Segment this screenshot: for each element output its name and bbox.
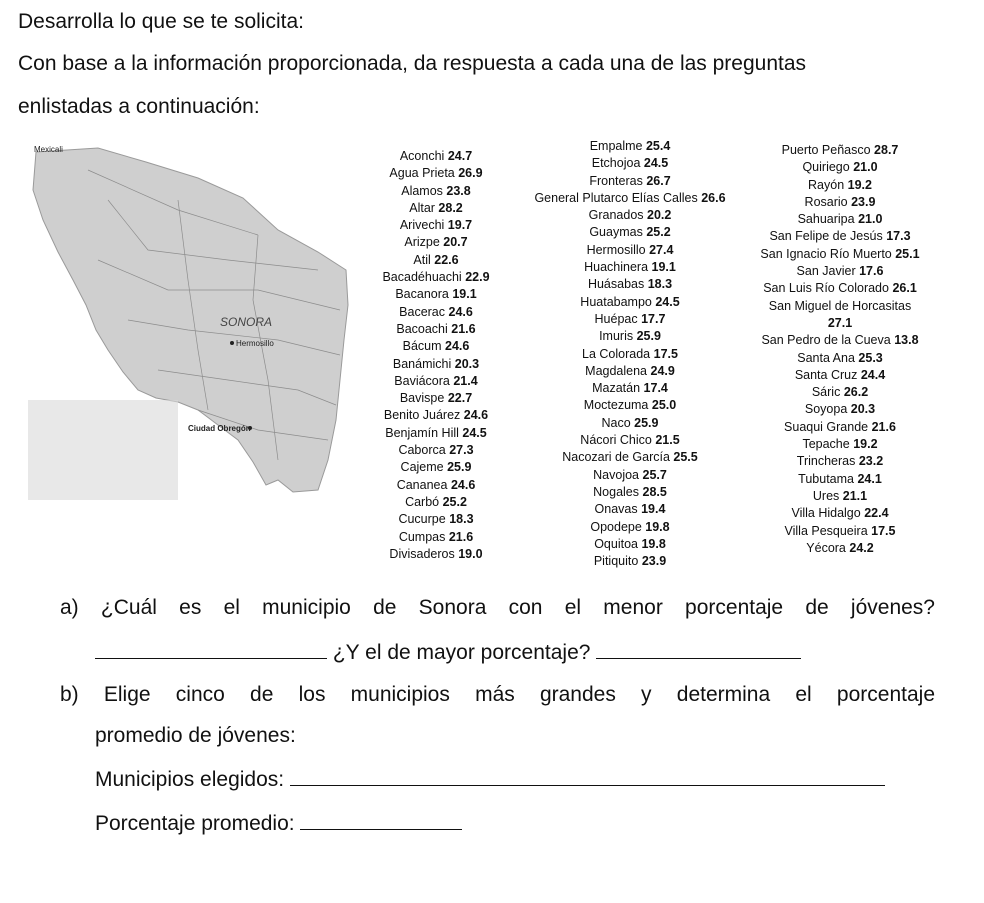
municipality-value: 25.9	[636, 329, 661, 344]
municipality-name: Banámichi	[392, 356, 452, 371]
municipality-value: 25.2	[646, 225, 671, 240]
municipality-row	[366, 529, 506, 546]
municipality-value: 19.7	[447, 218, 473, 233]
question-a: a) ¿Cuál es el municipio de Sonora con el menor porcentaje de jóvenes?	[60, 596, 935, 619]
municipality-name: Mazatán	[592, 381, 641, 396]
gulf-area	[28, 400, 178, 500]
municipality-name: Carbó	[405, 494, 440, 509]
municipality-name: Moctezuma	[583, 398, 649, 413]
hermosillo-dot	[230, 341, 234, 345]
instruction-text-line-2: enlistadas a continuación:	[18, 95, 260, 118]
municipality-row	[740, 384, 940, 401]
municipality-column-3	[740, 142, 940, 557]
municipality-row	[366, 425, 506, 442]
municipality-value: 17.5	[871, 523, 896, 538]
question-a-part-2-text: ¿Y el de mayor porcentaje?	[332, 641, 591, 664]
municipality-value: 23.9	[851, 194, 876, 209]
municipality-name: Puerto Peñasco	[781, 143, 871, 157]
municipality-value: 22.4	[864, 506, 889, 521]
municipality-value: 17.4	[643, 381, 668, 396]
municipality-row	[515, 207, 745, 224]
municipality-row	[740, 298, 940, 315]
municipality-value: 21.1	[842, 488, 868, 503]
municipality-value: 20.3	[850, 402, 876, 417]
municipality-name: Imuris	[599, 329, 634, 344]
municipality-value: 24.5	[462, 425, 487, 440]
municipality-value: 27.3	[449, 443, 474, 458]
municipality-name: Benjamín Hill	[385, 425, 459, 440]
municipality-value: 25.3	[858, 350, 883, 365]
municipality-name: Tepache	[802, 437, 850, 452]
municipality-row	[366, 459, 506, 476]
municipality-name: Bacadéhuachi	[382, 270, 462, 285]
answer-blank-average[interactable]	[300, 811, 462, 830]
municipality-value: 24.6	[463, 408, 489, 423]
municipality-value: 26.6	[701, 190, 726, 205]
map-label-hermosillo: Hermosillo	[236, 339, 274, 348]
municipality-row	[366, 407, 506, 424]
municipality-value: 21.6	[451, 321, 476, 336]
municipality-row	[515, 467, 745, 484]
municipality-value: 27.1	[827, 315, 853, 330]
municipality-value: 25.9	[634, 415, 659, 430]
municipality-name: Bácum	[402, 339, 442, 354]
municipality-name: Trincheras	[796, 454, 856, 469]
municipality-name: Guaymas	[589, 225, 643, 240]
municipality-value: 17.6	[859, 264, 884, 279]
municipality-value: 13.8	[894, 333, 919, 348]
municipality-name: Atil	[413, 252, 431, 267]
average-label: Porcentaje promedio:	[95, 812, 295, 835]
municipality-value: 21.6	[448, 529, 474, 544]
municipality-row	[740, 523, 940, 540]
municipality-name: Huachinera	[584, 260, 649, 275]
municipality-value: 19.1	[452, 287, 477, 302]
municipality-row	[740, 453, 940, 470]
municipality-name: Opodepe	[590, 519, 642, 534]
answer-blank-highest[interactable]	[596, 640, 801, 659]
municipality-row	[366, 321, 506, 338]
municipality-row	[740, 228, 940, 245]
municipality-value: 17.7	[641, 311, 666, 326]
municipality-value: 17.5	[653, 346, 678, 361]
municipality-name: Divisaderos	[389, 546, 455, 561]
instruction-heading: Desarrolla lo que se te solicita:	[18, 10, 304, 33]
municipality-name: Bacerac	[399, 304, 446, 319]
municipality-name: Baviácora	[394, 373, 450, 388]
municipality-name: Fronteras	[589, 173, 643, 188]
municipality-name: San Javier	[796, 264, 856, 279]
municipality-value: 23.9	[641, 554, 667, 569]
municipality-name: Ures	[812, 488, 840, 503]
municipality-name: Bavispe	[399, 391, 445, 406]
municipality-row	[366, 304, 506, 321]
municipality-row	[366, 477, 506, 494]
municipality-row	[366, 390, 506, 407]
municipality-row	[515, 242, 745, 259]
municipality-row	[366, 442, 506, 459]
municipality-row	[366, 252, 506, 269]
municipality-name: Yécora	[806, 540, 846, 555]
municipality-value: 27.4	[649, 242, 674, 257]
municipality-row	[740, 246, 940, 263]
municipality-row	[740, 315, 940, 332]
municipality-name: Empalme	[589, 139, 643, 153]
municipality-value: 19.8	[641, 536, 666, 551]
municipality-name: San Luis Río Colorado	[763, 281, 889, 296]
municipality-name: San Ignacio Río Muerto	[760, 246, 892, 261]
municipality-value: 25.5	[673, 450, 698, 465]
municipality-row	[740, 419, 940, 436]
municipality-name: Naco	[601, 415, 631, 430]
municipality-value: 24.6	[450, 477, 476, 492]
municipality-value: 21.6	[871, 419, 896, 434]
municipality-name: Rayón	[808, 177, 845, 192]
municipality-column-2	[515, 138, 745, 570]
municipality-name: Cucurpe	[398, 512, 446, 527]
municipality-row	[366, 546, 506, 563]
municipality-row	[366, 148, 506, 165]
municipality-row	[740, 488, 940, 505]
municipality-row	[515, 138, 745, 155]
municipality-value: 17.3	[886, 229, 911, 244]
municipality-value: 22.7	[447, 391, 473, 406]
municipality-value: 19.2	[847, 177, 872, 192]
municipality-value: 23.2	[858, 454, 884, 469]
municipality-row	[740, 505, 940, 522]
municipality-row	[515, 536, 745, 553]
municipality-row	[366, 373, 506, 390]
municipality-row	[366, 494, 506, 511]
municipality-value: 22.6	[434, 252, 459, 267]
municipality-row	[366, 269, 506, 286]
municipality-name: Hermosillo	[586, 242, 646, 257]
municipality-value: 25.0	[651, 398, 677, 413]
municipality-row	[740, 540, 940, 557]
municipality-value: 25.1	[895, 246, 920, 261]
municipality-name: Villa Pesqueira	[784, 523, 868, 538]
answer-blank-chosen-municipalities[interactable]	[290, 767, 885, 786]
municipality-value: 24.6	[448, 304, 473, 319]
municipality-name: Arivechi	[399, 218, 445, 233]
municipality-value: 24.9	[650, 363, 675, 378]
municipality-value: 19.4	[641, 502, 666, 517]
municipality-value: 20.3	[454, 356, 480, 371]
municipality-row	[740, 471, 940, 488]
municipality-name: Santa Cruz	[794, 367, 858, 382]
municipality-name: Nogales	[593, 484, 640, 499]
municipality-value: 21.0	[853, 160, 878, 175]
municipality-name: Granados	[588, 208, 644, 223]
municipality-value: 24.4	[860, 367, 886, 382]
municipality-name: Cajeme	[400, 460, 444, 475]
municipality-name: Nacozari de García	[562, 450, 670, 465]
municipality-row	[515, 363, 745, 380]
sonora-map	[28, 140, 373, 500]
municipality-value: 24.2	[849, 540, 874, 555]
municipality-value: 19.8	[645, 519, 670, 534]
municipality-row	[366, 356, 506, 373]
municipality-name: Magdalena	[585, 363, 648, 378]
municipality-name: Villa Hidalgo	[791, 506, 861, 521]
municipality-name: Aconchi	[399, 149, 445, 163]
municipality-name: La Colorada	[582, 346, 651, 361]
municipality-row	[740, 211, 940, 228]
instruction-text-line-1: Con base a la información proporcionada, da respuesta a cada una de las preguntas	[18, 52, 807, 75]
municipality-value: 19.0	[458, 546, 483, 561]
municipality-column-1	[366, 148, 506, 563]
municipality-row	[515, 190, 745, 207]
municipality-value: 20.7	[443, 235, 468, 250]
municipality-name: Tubutama	[798, 471, 854, 486]
question-b: b) Elige cinco de los municipios más grandes y determina el porcentaje	[60, 683, 935, 706]
municipality-name: Cananea	[396, 477, 448, 492]
municipality-row	[740, 367, 940, 384]
municipality-name: Bacanora	[395, 287, 449, 302]
municipality-name: Huásabas	[587, 277, 645, 292]
municipality-name: San Felipe de Jesús	[769, 229, 883, 244]
municipality-name: Arizpe	[404, 235, 440, 250]
municipality-name: Suaqui Grande	[784, 419, 869, 434]
municipality-name: Oquitoa	[594, 536, 638, 551]
municipality-value: 21.0	[858, 212, 883, 227]
municipality-value: 19.1	[651, 260, 676, 275]
municipality-value: 18.3	[647, 277, 673, 292]
municipality-value: 25.7	[642, 467, 667, 482]
municipality-value: 26.1	[892, 281, 917, 296]
municipality-value: 24.7	[447, 149, 473, 163]
municipality-row	[740, 280, 940, 297]
municipality-value: 26.7	[646, 173, 671, 188]
municipality-row	[366, 286, 506, 303]
municipality-name: General Plutarco Elías Calles	[534, 190, 698, 205]
municipality-row	[515, 224, 745, 241]
municipality-name: San Miguel de Horcasitas	[768, 298, 912, 313]
municipality-name: Huatabampo	[580, 294, 652, 309]
municipality-value: 24.6	[445, 339, 470, 354]
municipality-name: Pitiquito	[593, 554, 639, 569]
municipality-row	[515, 259, 745, 276]
chosen-municipalities-row	[95, 767, 885, 792]
municipality-row	[740, 263, 940, 280]
municipality-row	[515, 155, 745, 172]
municipality-value: 26.9	[458, 166, 483, 181]
municipality-value: 28.2	[438, 200, 463, 215]
municipality-row	[366, 511, 506, 528]
question-b-part-2: promedio de jóvenes:	[95, 724, 296, 747]
municipality-value: 28.5	[642, 484, 667, 499]
municipality-value: 20.2	[647, 208, 672, 223]
municipality-value: 25.2	[442, 494, 467, 509]
question-a-part-2	[95, 640, 801, 665]
map-label-sonora: SONORA	[220, 315, 273, 329]
municipality-row	[515, 311, 745, 328]
municipality-row	[366, 217, 506, 234]
map-label-mexicali: Mexicali	[34, 145, 63, 154]
municipality-row	[515, 276, 745, 293]
municipality-row	[366, 165, 506, 182]
municipality-name: Alamos	[401, 183, 443, 198]
municipality-name: Bacoachi	[396, 321, 448, 336]
municipality-value: 23.8	[446, 183, 471, 198]
municipality-row	[515, 380, 745, 397]
municipality-value: 25.4	[645, 139, 671, 153]
municipality-row	[366, 338, 506, 355]
municipality-name: Onavas	[594, 502, 638, 517]
municipality-name: Soyopa	[804, 402, 848, 417]
answer-blank-lowest[interactable]	[95, 640, 327, 659]
municipality-row	[366, 200, 506, 217]
chosen-municipalities-label: Municipios elegidos:	[95, 768, 285, 791]
municipality-row	[515, 501, 745, 518]
municipality-row	[515, 449, 745, 466]
municipality-name: Quiriego	[802, 160, 850, 175]
municipality-value: 24.5	[643, 156, 669, 171]
municipality-name: Rosario	[804, 194, 848, 209]
municipality-row	[740, 177, 940, 194]
municipality-value: 24.1	[857, 471, 882, 486]
municipality-name: Altar	[409, 200, 435, 215]
municipality-row	[515, 346, 745, 363]
municipality-value: 19.2	[853, 437, 878, 452]
municipality-row	[740, 436, 940, 453]
municipality-row	[515, 553, 745, 570]
municipality-row	[740, 401, 940, 418]
municipality-value: 26.2	[843, 385, 869, 400]
municipality-name: Cumpas	[398, 529, 446, 544]
municipality-value: 18.3	[449, 512, 474, 527]
municipality-name: Agua Prieta	[389, 166, 455, 181]
municipality-value: 21.5	[655, 433, 680, 448]
municipality-row	[740, 194, 940, 211]
municipality-row	[515, 415, 745, 432]
municipality-name: Huépac	[594, 311, 638, 326]
municipality-value: 24.5	[655, 294, 680, 309]
municipality-row	[515, 173, 745, 190]
municipality-name: Benito Juárez	[383, 408, 461, 423]
municipality-name: Navojoa	[593, 467, 640, 482]
municipality-row	[515, 432, 745, 449]
municipality-name: Santa Ana	[797, 350, 855, 365]
municipality-name: San Pedro de la Cueva	[761, 333, 891, 348]
municipality-row	[740, 159, 940, 176]
municipality-value: 22.9	[465, 270, 490, 285]
municipality-row	[740, 142, 940, 159]
municipality-name: Etchojoa	[591, 156, 641, 171]
municipality-name: Sáric	[811, 385, 841, 400]
municipality-value: 21.4	[453, 373, 478, 388]
municipality-row	[740, 332, 940, 349]
municipality-value: 25.9	[447, 460, 472, 475]
municipality-row	[515, 294, 745, 311]
municipality-value: 28.7	[874, 143, 899, 157]
municipality-row	[740, 350, 940, 367]
municipality-row	[366, 234, 506, 251]
municipality-row	[515, 328, 745, 345]
municipality-row	[515, 484, 745, 501]
municipality-name: Nácori Chico	[580, 433, 652, 448]
municipality-row	[366, 183, 506, 200]
average-row	[95, 811, 462, 836]
municipality-name: Sahuaripa	[797, 212, 855, 227]
municipality-row	[515, 397, 745, 414]
municipality-row	[515, 519, 745, 536]
map-label-ciudad-obregon: Ciudad Obregón	[188, 424, 251, 433]
municipality-name: Caborca	[398, 443, 446, 458]
